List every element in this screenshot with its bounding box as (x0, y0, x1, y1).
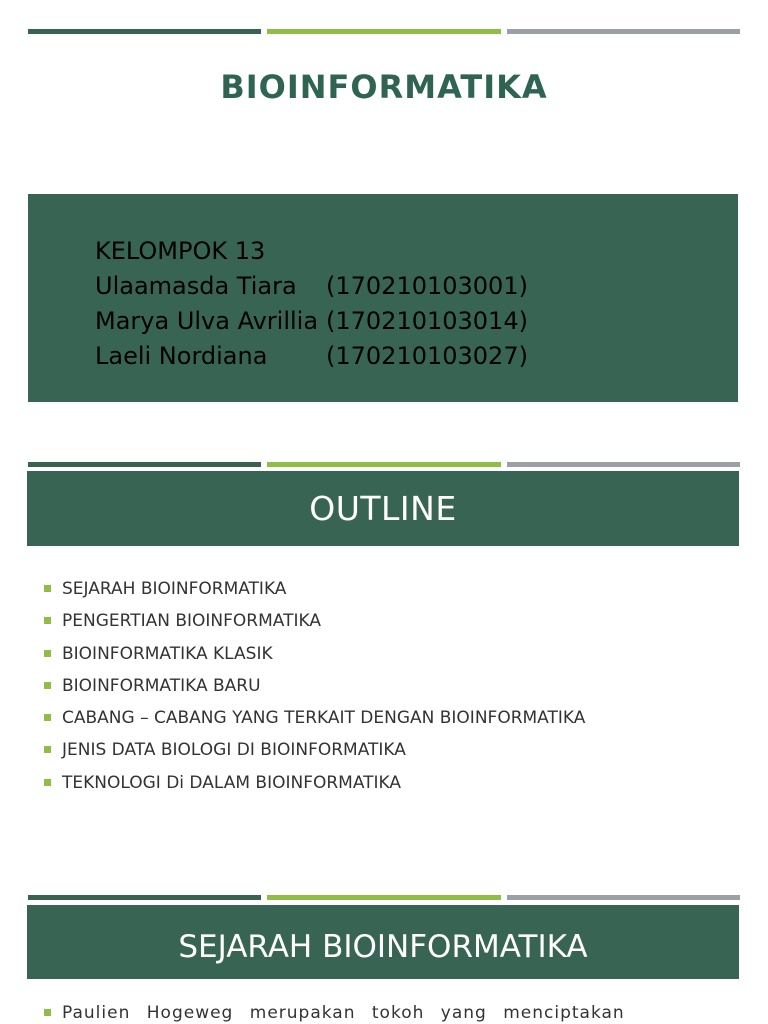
list-item-label: SEJARAH BIOINFORMATIKA (62, 579, 287, 599)
accent-bar-dark (28, 462, 261, 467)
member-id: (170210103014) (326, 307, 528, 335)
slide-title: BIOINFORMATIKA (220, 68, 548, 106)
bullet-icon (44, 746, 51, 753)
accent-bars-slide3 (28, 895, 740, 900)
accent-bars-slide1 (28, 29, 740, 34)
bullet-icon (44, 585, 51, 592)
list-item-label: BIOINFORMATIKA KLASIK (62, 643, 273, 664)
accent-bar-green (267, 462, 500, 467)
outline-list (44, 576, 585, 802)
accent-bar-green (267, 29, 500, 34)
paragraph (44, 1003, 625, 1023)
bullet-icon (44, 1009, 51, 1016)
list-item (44, 576, 585, 608)
member-row (95, 304, 528, 339)
list-item-label: BIOINFORMATIKA BARU (62, 675, 261, 696)
accent-bar-green (267, 895, 500, 900)
list-item-label: TEKNOLOGI Di DALAM BIOINFORMATIKA (62, 772, 402, 793)
accent-bar-grey (507, 29, 740, 34)
bullet-icon (44, 650, 51, 657)
list-item-label: CABANG – CABANG YANG TERKAIT DENGAN BIOINFORMATIKA (62, 708, 586, 729)
accent-bars-slide2 (28, 462, 740, 467)
accent-bar-dark (28, 895, 261, 900)
member-name: Marya Ulva Avrillia (95, 307, 319, 335)
list-item-label: JENIS DATA BIOLOGI DI BIOINFORMATIKA (62, 740, 406, 761)
accent-bar-dark (28, 29, 261, 34)
bullet-icon (44, 779, 51, 786)
outline-banner: OUTLINE (27, 471, 739, 546)
member-row (95, 339, 528, 374)
group-info-box (28, 194, 738, 402)
list-item (44, 737, 585, 769)
bullet-icon (44, 714, 51, 721)
member-row (95, 269, 528, 304)
list-item (44, 673, 585, 705)
list-item (44, 608, 585, 640)
paragraph-text: Paulien Hogeweg merupakan tokoh yang menciptakan (62, 1003, 625, 1023)
group-name: KELOMPOK 13 (95, 237, 266, 265)
group-lines (95, 234, 528, 374)
bullet-icon (44, 617, 51, 624)
accent-bar-grey (507, 462, 740, 467)
list-item (44, 705, 585, 737)
member-id: (170210103027) (326, 342, 528, 370)
list-item (44, 770, 585, 802)
member-name: Laeli Nordiana (95, 342, 268, 370)
list-item (44, 641, 585, 673)
bullet-icon (44, 682, 51, 689)
member-id: (170210103001) (326, 272, 528, 300)
accent-bar-grey (507, 895, 740, 900)
list-item-label: PENGERTIAN BIOINFORMATIKA (62, 611, 321, 632)
sejarah-banner: SEJARAH BIOINFORMATIKA (27, 905, 739, 979)
member-name: Ulaamasda Tiara (95, 272, 297, 300)
